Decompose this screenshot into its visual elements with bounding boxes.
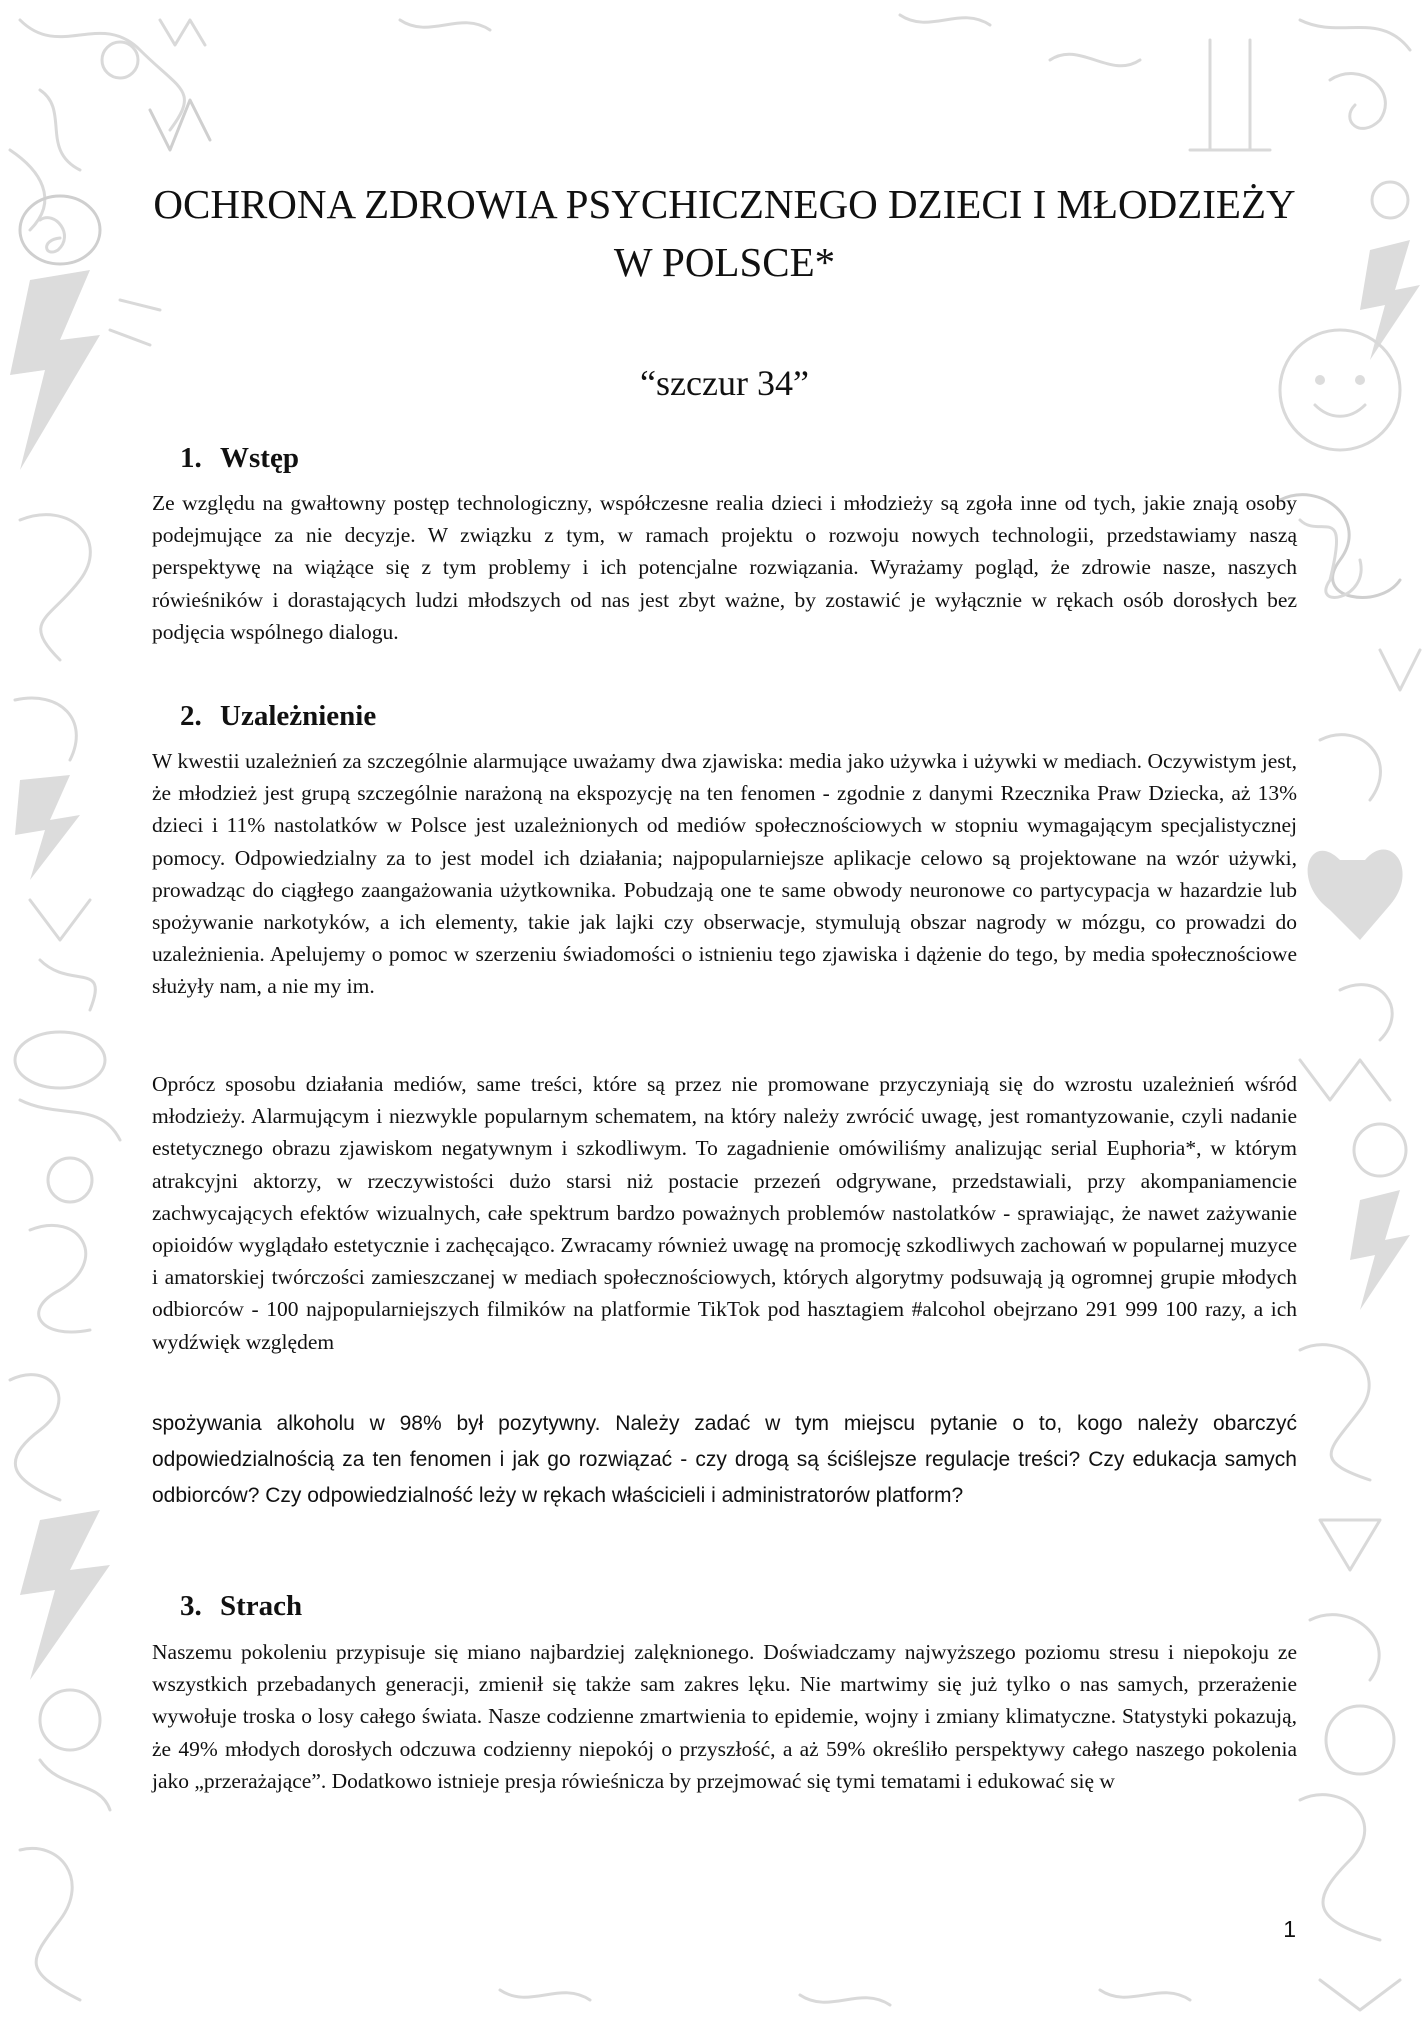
title-line-2: W POLSCE* <box>613 239 836 285</box>
section-number: 2. <box>180 700 202 732</box>
section-heading-uzaleznienie <box>180 700 376 733</box>
paragraph-wstep: Ze względu na gwałtowny postęp technologiczny, współczesne realia dzieci i młodzieży są zgoła inne od tych, jakie znają osoby podejmujące za nie decyzje. W związku z tym, w ramach projektu o rozwoju nowych technologii, przedstawiamy naszą perspektywę na wiążące się z tym problemy i ich potencjalne rozwiązania. Wyrażamy pogląd, że zdrowie nasze, naszych rówieśników i dorastających ludzi młodszych od nas jest zbyt ważne, by zostawić je wyłącznie w rękach osób dorosłych bez podjęcia wspólnego dialogu. <box>152 491 1297 644</box>
document-title <box>152 175 1297 291</box>
section-heading-wstep <box>180 442 299 475</box>
paragraph-strach: Naszemu pokoleniu przypisuje się miano najbardziej zalęknionego. Doświadczamy najwyższego poziomu stresu i niepokoju ze wszystkich przebadanych generacji, zmienił się także sam zakres lęku. Nie martwimy się już tylko o nas samych, przerażenie wywołuje troska o losy całego świata. Nasze codzienne zmartwienia to epidemie, wojny i zmiany klimatyczne. Statystyki pokazują, że 49% młodych dorosłych odczuwa codzienny niepokój o przyszłość, a aż 59% określiło perspektywy całego naszego pokolenia jako „przerażające”. Dodatkowo istnieje presja rówieśnicza by przejmować się tymi tematami i edukować się w <box>152 1640 1297 1793</box>
author-pseudonym: “szczur 34” <box>640 363 809 403</box>
title-line-1: OCHRONA ZDROWIA PSYCHICZNEGO DZIECI I MŁODZIEŻY <box>153 181 1296 227</box>
paragraph-uzaleznienie-2: Oprócz sposobu działania mediów, same treści, które są przez nie promowane przyczyniają się do wzrostu uzależnień wśród młodzieży. Alarmującym i niezwykle popularnym schematem, na który należy zwrócić uwagę, jest romantyzowanie, czyli nadanie estetycznego obrazu zjawiskom negatywnym i szkodliwym. To zagadnienie omówiliśmy analizując serial Euphoria*, w którym atrakcyjni aktorzy, w rzeczywistości dużo starsi niż postacie przezeń odgrywane, przedstawiali, przy akompaniamencie zachwycających efektów wizualnych, całe spektrum bardzo poważnych problemów nastolatków - sprawiając, że nawet zażywanie opioidów wyglądało estetycznie i zachęcająco. Zwracamy również uwagę na promocję szkodliwych zachowań w popularnej muzyce i amatorskiej twórczości zamieszczanej w mediach społecznościowych, których algorytmy podsuwają ją ogromnej grupie młodych odbiorców - 100 najpopularniejszych filmików na platformie TikTok pod hasztagiem #alcohol obejrzano 291 999 100 razy, a ich wydźwięk względem <box>152 1072 1297 1354</box>
section-heading-strach <box>180 1590 302 1623</box>
section-title: Uzależnienie <box>220 700 377 732</box>
paragraph-uzaleznienie-3: spożywania alkoholu w 98% był pozytywny. Należy zadać w tym miejscu pytanie o to, kogo należy obarczyć odpowiedzialnością za ten fenomen i jak go rozwiązać - czy drogą są ściślejsze regulacje treści? Czy edukacja samych odbiorców? Czy odpowiedzialność leży w rękach właścicieli i administratorów platform? <box>152 1412 1297 1507</box>
section-number: 1. <box>180 442 202 474</box>
paragraph-uzaleznienie-1: W kwestii uzależnień za szczególnie alarmujące uważamy dwa zjawiska: media jako używka i używki w mediach. Oczywistym jest, że młodzież jest grupą szczególnie narażoną na ekspozycję na ten fenomen - zgodnie z danymi Rzecznika Praw Dziecka, aż 13% dzieci i 11% nastolatków w Polsce jest uzależnionych od mediów społecznościowych w stopniu wymagającym specjalistycznej pomocy. Odpowiedzialny za to jest model ich działania; najpopularniejsze aplikacje celowo są projektowane na wzór używki, prowadząc do ciągłego zaangażowania użytkownika. Pobudzają one te same obwody neuronowe co partycypacja w hazardzie lub spożywanie narkotyków, a ich elementy, takie jak lajki czy obserwacje, stymulują obszar nagrody w mózgu, co prowadzi do uzależnienia. Apelujemy o pomoc w szerzeniu świadomości o istnieniu tego zjawiska i dążenie do tego, by media społecznościowe służyły nam, a nie my im. <box>152 749 1297 999</box>
section-title: Strach <box>220 1590 303 1622</box>
page-number: 1 <box>1283 1916 1296 1942</box>
section-number: 3. <box>180 1590 202 1622</box>
section-title: Wstęp <box>220 442 299 474</box>
